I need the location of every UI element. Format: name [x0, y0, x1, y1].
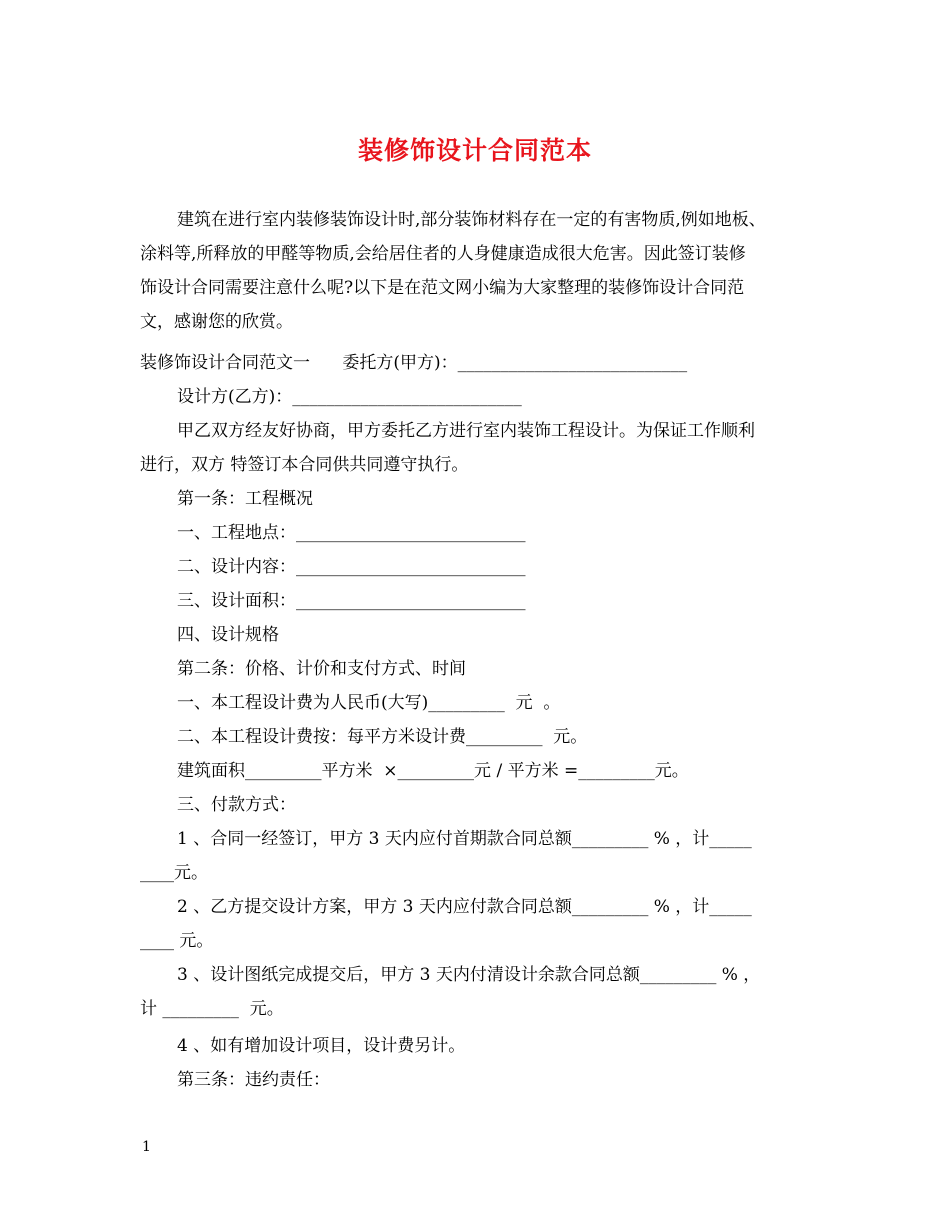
payment-item-2-line-2: ____ 元。	[140, 931, 214, 951]
payment-item-4-line: 4 、如有增加设计项目，设计费另计。	[177, 1036, 466, 1056]
client-line: 装修饰设计合同范文一 委托方(甲方)：___________________________	[140, 353, 688, 373]
intro-line-1: 建筑在进行室内装修装饰设计时,部分装饰材料存在一定的有害物质,例如地板、	[177, 210, 766, 230]
intro-line-2: 涂料等,所释放的甲醛等物质,会给居住者的人身健康造成很大危害。因此签订装修	[140, 244, 746, 264]
page-number: 1	[142, 1139, 151, 1155]
design-fee-line: 一、本工程设计费为人民币(大写)_________ 元 。	[177, 693, 561, 713]
payment-item-1-line-2: ____元。	[140, 863, 208, 883]
payment-method-heading: 三、付款方式：	[177, 795, 296, 815]
agreement-line-2: 进行，双方 特签订本合同供共同遵守执行。	[140, 455, 469, 475]
document-title: 装修饰设计合同范本	[357, 136, 592, 165]
article-2-heading: 第二条：价格、计价和支付方式、时间	[177, 659, 466, 679]
article-3-heading: 第三条：违约责任：	[177, 1070, 330, 1090]
payment-item-3-line-2: 计 _________ 元。	[140, 999, 284, 1019]
area-calculation-line: 建筑面积_________平方米 ×_________元 / 平方米 =_________元。	[177, 761, 689, 781]
intro-line-4: 文，感谢您的欣赏。	[140, 312, 293, 332]
design-spec-line: 四、设计规格	[177, 625, 279, 645]
agreement-line-1: 甲乙双方经友好协商，甲方委托乙方进行室内装饰工程设计。为保证工作顺利	[177, 421, 755, 441]
intro-line-3: 饰设计合同需要注意什么呢?以下是在范文网小编为大家整理的装修饰设计合同范	[140, 278, 745, 298]
payment-item-1-line-1: 1 、合同一经签订，甲方 3 天内应付首期款合同总额_________ % ，计_____	[177, 829, 752, 849]
designer-line: 设计方(乙方)：___________________________	[177, 387, 522, 407]
design-area-line: 三、设计面积：___________________________	[177, 591, 526, 611]
payment-item-3-line-1: 3 、设计图纸完成提交后，甲方 3 天内付清设计余款合同总额_________ % ，	[177, 965, 761, 985]
project-location-line: 一、工程地点：___________________________	[177, 523, 526, 543]
article-1-heading: 第一条：工程概况	[177, 489, 313, 509]
fee-per-square-line: 二、本工程设计费按：每平方米设计费_________ 元。	[177, 727, 588, 747]
design-content-line: 二、设计内容：___________________________	[177, 557, 526, 577]
payment-item-2-line-1: 2 、乙方提交设计方案，甲方 3 天内应付款合同总额_________ % ，计_____	[177, 897, 752, 917]
